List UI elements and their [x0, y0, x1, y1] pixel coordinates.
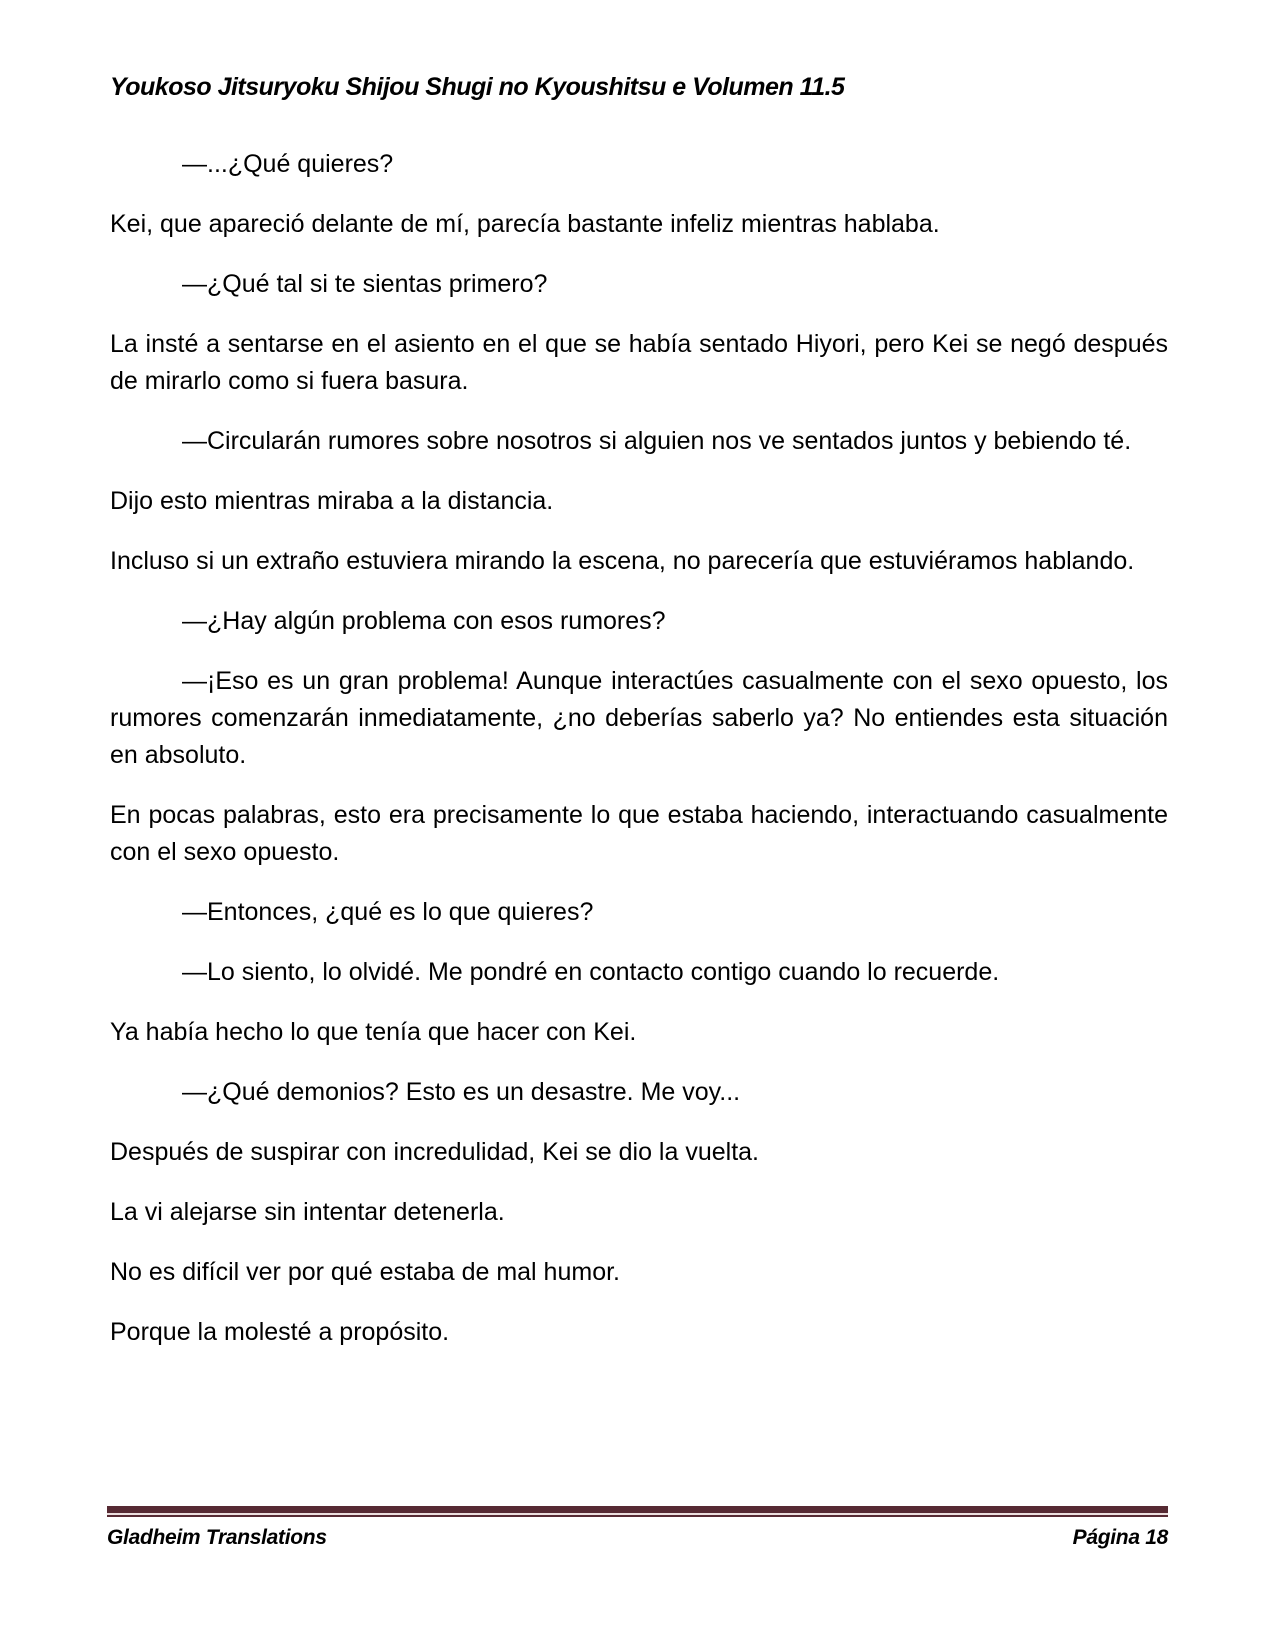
paragraph: —Circularán rumores sobre nosotros si alguien nos ve sentados juntos y bebiendo té. — [182, 427, 1132, 455]
header-title: Youkoso Jitsuryoku Shijou Shugi no Kyoushitsu e Volumen 11.5 — [110, 73, 845, 101]
footer-rule-thin — [107, 1515, 1168, 1517]
paragraph: —¡Eso es un gran problema! Aunque interactúes casualmente con el sexo opuesto, los rumores comenzarán inmediatamente, ¿no deberías saberlo ya? No entiendes esta situación en absoluto. — [110, 667, 1168, 769]
paragraph: —Lo siento, lo olvidé. Me pondré en contacto contigo cuando lo recuerde. — [182, 958, 1000, 986]
paragraph: En pocas palabras, esto era precisamente lo que estaba haciendo, interactuando casualmente con el sexo opuesto. — [110, 801, 1168, 866]
paragraph: La insté a sentarse en el asiento en el que se había sentado Hiyori, pero Kei se negó después de mirarlo como si fuera basura. — [110, 330, 1168, 395]
paragraph: Dijo esto mientras miraba a la distancia. — [110, 487, 554, 515]
paragraph: Kei, que apareció delante de mí, parecía bastante infeliz mientras hablaba. — [110, 210, 940, 238]
footer-translator-label: Gladheim Translations — [107, 1526, 327, 1549]
paragraph: —...¿Qué quieres? — [182, 150, 394, 178]
paragraph: —Entonces, ¿qué es lo que quieres? — [182, 898, 594, 926]
paragraph: Porque la molesté a propósito. — [110, 1318, 450, 1346]
footer-text-row — [107, 1526, 1168, 1550]
page-header — [110, 72, 1168, 102]
footer-page-number: Página 18 — [1072, 1526, 1168, 1549]
paragraph: Después de suspirar con incredulidad, Kei se dio la vuelta. — [110, 1138, 759, 1166]
paragraph: —¿Hay algún problema con esos rumores? — [182, 607, 666, 635]
paragraph: —¿Qué tal si te sientas primero? — [182, 270, 548, 298]
paragraph: No es difícil ver por qué estaba de mal humor. — [110, 1258, 620, 1286]
footer-rule-thick — [107, 1506, 1168, 1513]
page-body — [110, 146, 1168, 1374]
page-footer — [107, 1506, 1168, 1550]
paragraph: —¿Qué demonios? Esto es un desastre. Me voy... — [182, 1078, 741, 1106]
paragraph: Ya había hecho lo que tenía que hacer con Kei. — [110, 1018, 637, 1046]
paragraph: Incluso si un extraño estuviera mirando la escena, no parecería que estuviéramos hablando. — [110, 547, 1135, 575]
paragraph: La vi alejarse sin intentar detenerla. — [110, 1198, 505, 1226]
